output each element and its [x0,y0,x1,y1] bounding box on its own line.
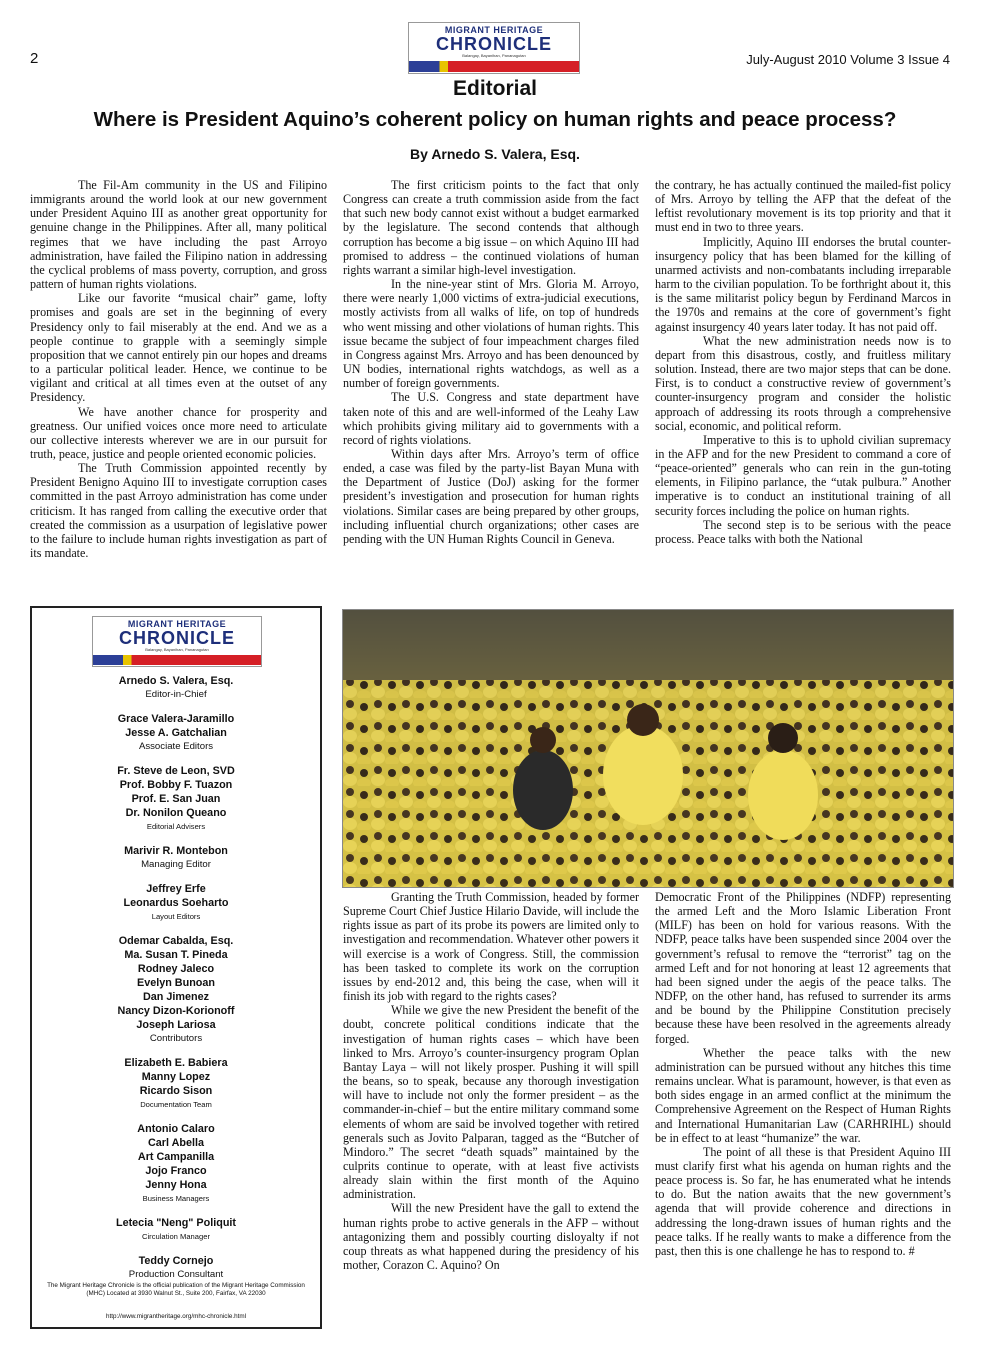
staff-name: Jojo Franco [145,1165,207,1177]
staff-name: Marivir R. Montebon [124,845,228,857]
paragraph: Within days after Mrs. Arroyo’s term of office ended, a case was filed by the party-list Bayan Muna with the Department of Justice (DoJ) asking for the former president’s investigation and prosecution for human rights violations. Similar cases are being prepared by other groups, including influential church organizations; other cases are pending with the UN Human Rights Council in Geneva. [343,446,639,546]
staff-box-logo [92,616,262,667]
publication-url[interactable]: http://www.migrantheritage.org/mhc-chronicle.html [106,1313,246,1320]
publication-note: The Migrant Heritage Chronicle is the official publication of the Migrant Heritage Commission (MHC) Located at 3930 Walnut St., Suite 200, Fairfax, VA 22030 [47,1282,305,1298]
staff-name: Dr. Nonilon Queano [125,807,227,819]
staff-role: Contributors [149,1033,203,1044]
staff-group [32,674,320,701]
page-number: 2 [30,50,39,67]
staff-role: Business Managers [142,1194,210,1203]
staff-group [32,1254,320,1281]
paragraph: Will the new President have the gall to extend the human rights probe to active generals in the AFP – without antagonizing them and possibly courting disloyalty if not coup threats as what happened during the presidency of his mother, Corazon C. Aquino? On [343,1201,639,1273]
staff-role: Editorial Advisers [146,822,206,831]
logo-top-text: MIGRANT HERITAGE [444,25,544,35]
paragraph: The point of all these is that President Aquino III must clarify first what his agenda on human rights and the peace process is. So far, he has enumerated what he intends to do. But the nation awaits that the new government’s agenda that will provide coherence and directions in addressing the long-drawn issues of human rights and the peace talks. If he really wants to make a difference from the past, then this is one challenge he has to respond to. # [655,1144,951,1258]
article-column-2 [343,178,639,600]
staff-name: Carl Abella [147,1137,204,1149]
paragraph: Granting the Truth Commission, headed by former Supreme Court Chief Justice Hilario Davide, will include the rights issue as part of its probe its powers are limited only to investigation and recommendation. Whatever other powers it will exercise is a work of Congress. Still, the commission has been tasked to complete its work on the corruption issues by end-2012 and, this being the case, when will it finish its job with regard to the rights cases? [343,890,639,1004]
paragraph: Implicitly, Aquino III endorses the brutal counter-insurgency policy that has been blamed for the killing of unarmed activists and non-combatants including irreparable harm to the civilian population. To be forthright about it, this is the same militarist policy begun by Ferdinand Marcos in the 1970s and remains at the core of government’s fight against insurgency 40 years later today. It has not paid off. [655,234,951,334]
staff-role: Production Consultant [128,1269,224,1280]
article-column-5 [655,890,951,1340]
staff-role: Associate Editors [138,741,214,752]
staff-group [32,1122,320,1205]
staff-name: Prof. E. San Juan [131,793,221,805]
staff-name: Elizabeth E. Babiera [124,1057,228,1069]
staff-name: Arnedo S. Valera, Esq. [118,675,234,687]
flag-stripe [93,655,261,665]
logo-top-text: MIGRANT HERITAGE [127,619,227,629]
staff-name: Jesse A. Gatchalian [125,727,227,739]
staff-name: Ricardo Sison [139,1085,213,1097]
staff-name: Prof. Bobby F. Tuazon [119,779,233,791]
staff-role: Editor-in-Chief [145,689,207,700]
staff-name: Teddy Cornejo [138,1255,214,1267]
staff-name: Manny Lopez [141,1071,211,1083]
staff-role: Circulation Manager [142,1232,210,1241]
staff-name: Antonio Calaro [137,1123,215,1135]
staff-list [32,674,320,1292]
paragraph: What the new administration needs now is to depart from this disastrous, costly, and fruitless military solution. Instead, there are two major steps that can be done. First, is to conduct a constructive review of government’s counter-insurgency program and consider the holistic approach of addressing its roots through a comprehensive social, economic, and political reform. [655,333,951,433]
paragraph: Imperative to this is to uphold civilian supremacy in the AFP and for the new President to command a core of “peace-oriented” generals who can rein in the gun-toting elements, in Filipino parlance, the “utak pulbura.” Another imperative is to conduct an institutional training of all security forces including the police on human rights. [655,432,951,518]
paragraph: The Truth Commission appointed recently by President Benigno Aquino III to investigate corruption cases committed in the past Arroyo administration has come under criticism. It has ranged from calling the executive order that created the commission as a usurpation of legislative power to the failure to include human rights investigation as part of its mandate. [30,461,327,561]
staff-name: Leonardus Soeharto [123,897,229,909]
staff-name: Grace Valera-Jaramillo [117,713,235,725]
paragraph: Whether the peace talks with the new administration can be pursued without any hitches this time remains unclear. What is paramount, however, is that even as both sides engage in an armed conflict at the minimum the Comprehensive Agreement on the Respect of Human Rights and International Humanitarian Law (CARHRIHL) should be in effect to at least “humanize” the war. [655,1045,951,1145]
staff-name: Letecia "Neng" Poliquit [115,1217,237,1229]
paragraph: the contrary, he has actually continued the mailed-fist policy of Mrs. Arroyo by telling the AFP that the defeat of the leftist revolutionary movement is its top priority and that it must end in two to three years. [655,178,951,235]
staff-name: Jenny Hona [145,1179,207,1191]
issue-info: July-August 2010 Volume 3 Issue 4 [746,52,950,67]
staff-name: Art Campanilla [137,1151,215,1163]
staff-name: Dan Jimenez [142,991,209,1003]
staff-box [30,606,322,1329]
staff-group [32,764,320,833]
article-column-3 [655,178,951,600]
paragraph: The U.S. Congress and state department have taken note of this and are well-informed of the Leahy Law which prohibits giving military aid to governments with a record of rights violations. [343,390,639,447]
paragraph: In the nine-year stint of Mrs. Gloria M. Arroyo, there were nearly 1,000 victims of extra-judicial executions, mostly activists from all walks of life, on top of hundreds who went missing and other violations of human rights. This issue became the subject of four impeachment charges filed in Congress against Mrs. Arroyo and has been denounced by UN bodies, international rights watchdogs, as well as a number of foreign governments. [343,277,639,391]
staff-group [32,712,320,753]
paragraph: The second step is to be serious with the peace process. Peace talks with both the National [655,517,951,546]
article-column-4 [343,890,639,1340]
staff-name: Fr. Steve de Leon, SVD [117,765,235,777]
logo-main-text: CHRONICLE [119,628,235,648]
logo-main-text: CHRONICLE [436,34,552,54]
staff-group [32,1216,320,1243]
staff-name: Ma. Susan T. Pineda [124,949,228,961]
logo-tagline: Balangay, Bayanihan, Pananagutan [145,647,209,652]
staff-name: Joseph Lariosa [136,1019,216,1031]
staff-name: Jeffrey Erfe [146,883,206,895]
byline: By Arnedo S. Valera, Esq. [410,146,580,162]
staff-role: Documentation Team [140,1100,212,1109]
article-column-1 [30,178,327,598]
section-title: Editorial [452,77,537,100]
paragraph: We have another chance for prosperity and greatness. Our unified voices once more need to articulate our collective interests wherever we are in our pursuit for truth, peace, justice and people oriented economic policies. [30,404,327,461]
paragraph: Like our favorite “musical chair” game, lofty promises and goals are set in the beginning of every Presidency only to fail miserably at the end. And we as a people continue to grapple with a seemingly simple proposition that we cannot entirely pin our hopes and dreams to a particular political leader. Hence, we continue to be vigilant and critical at all times even at the outset of any Presidency. [30,291,327,405]
paragraph: While we give the new President the benefit of the doubt, concrete political conditions indicate that the investigation of human rights cases – which have been linked to Mrs. Arroyo’s counter-insurgency program Oplan Bantay Laya – will not likely prosper. Pushing it will spill the beans, so to speak, because any thorough investigation will have to include not only the former president – as the commander-in-chief – but the entire military command some elements of whom are said be involved together with retired generals such as Jovito Palparan, tagged as the “Butcher of Mindoro.” The secret “death squads” maintained by the culprits continue to operate, with at least five activists already slain within the first month of the Aquino administration. [343,1003,639,1202]
staff-role: Layout Editors [151,912,201,921]
staff-group [32,1056,320,1111]
staff-role: Managing Editor [141,859,211,870]
staff-group [32,844,320,871]
staff-name: Evelyn Bunoan [137,977,215,989]
staff-name: Odemar Cabalda, Esq. [118,935,234,947]
logo-tagline: Balangay, Bayanihan, Pananagutan [462,53,526,58]
staff-name: Nancy Dizon-Korionoff [117,1005,235,1017]
paragraph: The first criticism points to the fact that only Congress can create a truth commission aside from the fact that such new body cannot exist without a budget earmarked by the legislature. The second contends that although corruption has become a big issue – on which Aquino III had promised to address – the continued violations of human rights warrant a similar high-level investigation. [343,178,639,277]
headline: Where is President Aquino’s coherent policy on human rights and peace process? [93,108,897,131]
crowd-photo [342,609,954,888]
staff-group [32,934,320,1045]
staff-group [32,882,320,923]
paragraph: The Fil-Am community in the US and Filipino immigrants around the world look at our new government under President Aquino III as another great opportunity for genuine change in the Philippines. After all, many political regimes that we have including the past Arroyo administration, have failed the Filipino nation in addressing the cyclical problems of mass poverty, corruption, and gross pattern of human rights violations. [30,178,327,292]
masthead-logo [408,22,580,74]
paragraph: Democratic Front of the Philippines (NDFP) representing the armed Left and the Moro Islamic Liberation Front (MILF) has been on hold for various reasons. With the NDFP, peace talks have been suspended since 2004 over the government’s refusal to remove the “terrorist” tag on the armed Left and for not honoring at least 12 agreements that had been signed under the aegis of the peace talks. The NDFP, on the other hand, has refused to surrender its arms and be bound by the Philippine Constitution precisely because these have been resolved in the agreements already forged. [655,890,951,1046]
flag-stripe [409,61,579,72]
staff-name: Rodney Jaleco [137,963,215,975]
